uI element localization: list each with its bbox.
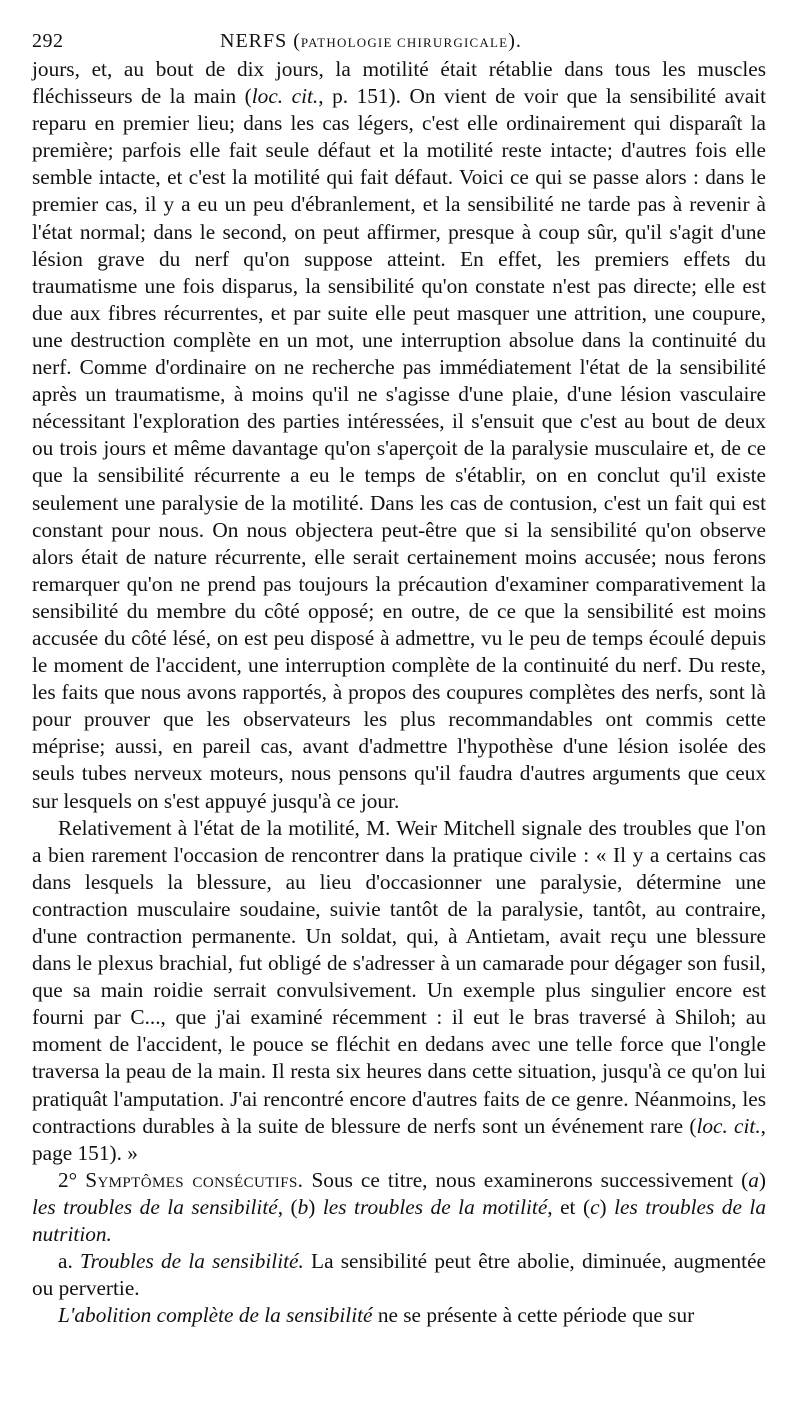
enum-letter: b xyxy=(297,1194,309,1219)
italic-phrase: les troubles de la sensibilité xyxy=(32,1194,278,1219)
text-run: Sous ce titre, nous examinerons successivement ( xyxy=(303,1167,749,1192)
book-page xyxy=(32,22,766,1329)
citation-italic: loc. cit. xyxy=(251,84,319,109)
text-run: La sensibilité peut être abolie, diminuée, augmentée ou pervertie. xyxy=(32,1249,766,1301)
italic-phrase: les troubles de la motilité xyxy=(322,1194,548,1219)
text-run: ne se présente à cette période que sur xyxy=(372,1303,695,1328)
paragraph-weir-mitchell xyxy=(32,815,766,1167)
running-title-end: ). xyxy=(508,30,522,52)
italic-phrase: les troubles de la nutrition. xyxy=(32,1194,766,1247)
text-run: Relativement à l'état de la motilité, M. Weir Mitchell signale des troubles que l'on a bien rarement l'occasion de rencontrer dans la pratique civile : « Il y a certains cas dans lesquels la blessure, au lieu d'occasionner une paralysie, détermine une contraction musculaire soudaine, suivie tantôt de la paralysie, tantôt, au contraire, d'une contraction permanente. Un soldat, qui, à Antietam, avait reçu une blessure dans le plexus brachial, fut obligé de s'adresser à un camarade pour dégager son fusil, que sa main roidie serrait convulsivement. Un exemple plus singulier encore est fourni par C..., que j'ai examiné récemment : il eut le bras traversé à Shiloh; au moment de l'accident, le pouce se fléchit en dedans avec une telle force que l'ongle traversa la peau de la main. Il resta six heures dans cette situation, jusqu'à ce qu'on lui pratiquât l'amputation. J'ai rencontré encore d'autres faits de ce genre. Néanmoins, les contractions durables à la suite de blessure de nerfs sont un événement rare ( xyxy=(32,815,766,1138)
paragraph-troubles-sensibilite xyxy=(32,1248,766,1302)
paragraph-symptomes-consecutifs xyxy=(32,1167,766,1248)
italic-phrase: L'abolition complète de la sensibilité xyxy=(58,1303,373,1328)
text-run: , et ( xyxy=(547,1194,591,1219)
text-run: ) xyxy=(758,1167,766,1192)
text-run: jours, et, au bout de dix jours, la motilité était rétablie dans tous les muscles fléchisseurs de la main ( xyxy=(32,57,766,109)
enum-letter: c xyxy=(590,1194,600,1219)
text-run: , page 151). » xyxy=(32,1113,766,1165)
subsection-letter: a. xyxy=(58,1249,81,1274)
body-text xyxy=(32,56,766,1329)
enum-letter: a xyxy=(748,1167,759,1192)
subsection-heading: Troubles de la sensibilité. xyxy=(80,1249,304,1274)
paragraph-abolition xyxy=(32,1302,766,1329)
running-title-subtitle: PATHOLOGIE CHIRURGICALE xyxy=(300,35,509,50)
text-run: ) xyxy=(308,1194,323,1219)
text-run: , p. 151). On vient de voir que la sensibilité avait reparu en premier lieu; dans les cas légers, c'est elle ordinairement qui disparaît la première; parfois elle fait seule défaut et la motilité reste intacte; d'autres fois elle semble intacte, et c'est la motilité qui fait défaut. Voici ce qui se passe alors : dans le premier cas, il y a eu un peu d'ébranlement, et la sensibilité ne tarde pas à revenir à l'état normal; dans le second, on peut affirmer, presque à coup sûr, qu'il s'agit d'une lésion grave du nerf qu'on suppose atteint. En effet, les premiers effets du traumatisme une fois disparus, la sensibilité qu'on constate n'est pas directe; elle est due aux fibres récurrentes, et par suite elle peut masquer une attrition, une coupure, une destruction complète en un mot, une interruption absolue dans la continuité du nerf. Comme d'ordinaire on ne recherche pas immédiatement l'état de la sensibilité après un traumatisme, à moins qu'il ne s'agisse d'une plaie, d'une lésion vasculaire nécessitant l'exploration des parties intéressées, il s'ensuit que c'est au bout de deux ou trois jours et même davantage qu'on s'aperçoit de la paralysie musculaire et, de ce que la sensibilité récurrente a eu le temps de s'établir, on en conclut qu'il existe seulement une paralysie de la motilité. Dans les cas de contusion, c'est un fait qui est constant pour nous. On nous objectera peut-être que si la sensibilité qu'on observe alors était de nature récurrente, elle serait certainement moins accusée; nous ferons remarquer qu'on ne prend pas toujours la précaution d'examiner comparativement la sensibilité du membre du côté opposé; en outre, de ce que la sensibilité est moins accusée du côté lésé, on est peu disposé à admettre, vu le peu de temps écoulé depuis le moment de l'accident, une interruption complète de la continuité du nerf. Du reste, les faits que nous avons rapportés, à propos des coupures complètes des nerfs, sont là pour prouver que les observateurs les plus recommandables ont commis cette méprise; aussi, en pareil cas, avant d'admettre l'hypothèse d'une lésion isolée des seuls tubes nerveux moteurs, nous pensons qu'il faudra d'autres arguments que ceux sur lesquels on s'est appuyé jusqu'à ce jour. xyxy=(32,84,766,813)
running-title xyxy=(220,30,522,53)
section-number: 2° xyxy=(58,1167,86,1192)
running-head xyxy=(32,22,766,56)
text-run: , ( xyxy=(277,1194,298,1219)
running-title-main: NERFS ( xyxy=(220,30,301,52)
text-run: ) xyxy=(599,1194,615,1219)
citation-italic: loc. cit. xyxy=(696,1113,761,1138)
page-number: 292 xyxy=(32,30,64,52)
section-heading: Symptômes consécutifs. xyxy=(85,1167,304,1192)
paragraph-continuation xyxy=(32,56,766,815)
